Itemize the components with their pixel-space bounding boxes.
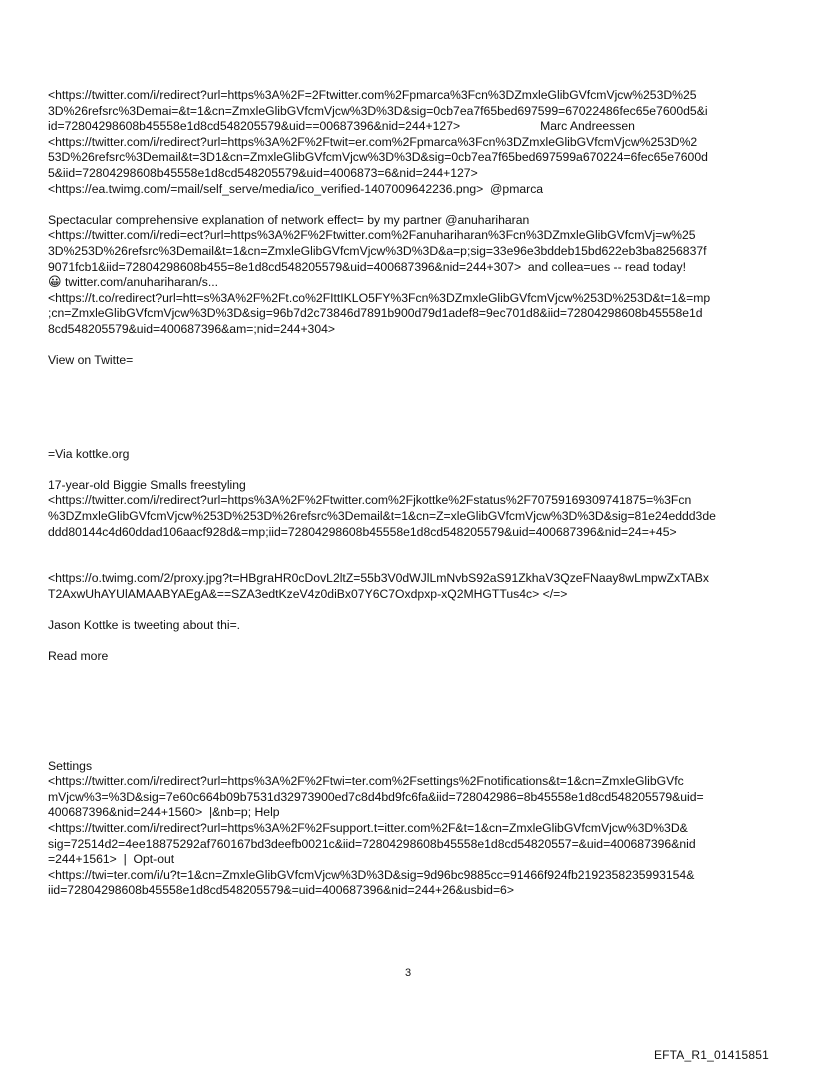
link-text: iid=72804298608b45558e1d8cd548205579&=uid=400687396&nid=244+26&usbid=6> [48,883,514,898]
link-text: ddd80144c4d60ddad106aacf928d&=mp;iid=72804298608b45558e1d8cd548205579&uid=400687396&nid=24=+45> [48,524,677,539]
tweet-title: 17-year-old Biggie Smalls freestyling [48,477,246,492]
tweet-text: 9071fcb1&iid=72804298608b455=8e1d8cd548205579&uid=400687396&nid=244+307> and collea=ues -- read today! [48,259,687,274]
link-text: <https://twitter.com/i/redirect?url=https%3A%2F%2Ftwitter.com%2Fjkottke%2Fstatus%2F70759169309741875=%3Fcn [48,493,692,508]
view-on-twitter: View on Twitte= [48,353,134,368]
link-text: 8cd548205579&uid=400687396&am=;nid=244+304> [48,321,336,336]
email-body [48,88,774,899]
link-text: 53D%26refsrc%3Demail&t=3D1&cn=ZmxleGlibGVfcmVjcw%3D%3D&sig=0cb7ea7f65bed697599a670224=6fec65e7600d [48,150,708,165]
settings-label: Settings [48,758,93,773]
link-text: %3DZmxleGlibGVfcmVjcw%253D%253D%26refsrc%3Demail&t=1&cn=Z=xleGlibGVfcmVjcw%3D%3D&sig=81e24eddd3de [48,509,716,524]
image-proxy-link: <https://o.twimg.com/2/proxy.jpg?t=HBgraHR0cDovL2ltZ=55b3V0dWJlLmNvbS92aS91ZkhaV3QzeFNaay8wLmpwZxTABx [48,571,710,586]
short-link-line [48,275,774,291]
read-more: Read more [48,649,109,664]
page-number: 3 [404,967,412,979]
link-text: ;cn=ZmxleGlibGVfcmVjcw%3D%3D&sig=96b7d2c73846d7891b900d79d1adef8=9ec701d8&iid=72804298608b45558e1d [48,306,703,321]
link-text: sig=72514d2=4ee18875292af760167bd3deefb0021c&iid=72804298608b45558e1d8cd54820557=&uid=400687396&nid [48,836,696,851]
grinning-face-icon: 😀 [48,275,62,291]
short-link: twitter.com/anuhariharan/s... [64,275,219,290]
link-text: <https://twitter.com/i/redirect?url=https%3A%2F%2Fsupport.t=itter.com%2F&t=1&cn=ZmxleGlibGVfcmVjcw%3D%3D& [48,820,688,835]
document-id: EFTA_R1_01415851 [653,1048,769,1062]
link-text: 3D%26refsrc%3Demai=&t=1&cn=ZmxleGlibGVfcmVjcw%3D%3D&sig=0cb7ea7f65bed697599=67022486fec65e7600d5&i [48,103,708,118]
verified-handle-line: <https://ea.twimg.com/=mail/self_serve/media/ico_verified-1407009642236.png> @pmarca [48,181,544,196]
via-source: =Via kottke.org [48,446,130,461]
tweet-text: Spectacular comprehensive explanation of network effect= by my partner @anuhariharan [48,212,530,227]
link-text: =244+1561> | Opt-out [48,852,175,867]
image-proxy-link: T2AxwUhAYUlAMAABYAEgA&==SZA3edtKzeV4z0diBx07Y6C7Oxdpxp-xQ2MHGTTus4c> </=> [48,587,568,601]
author-name: Marc Andreessen [540,119,635,134]
link-text: <https://twi=ter.com/i/u?t=1&cn=ZmxleGlibGVfcmVjcw%3D%3D&sig=9d96bc9885cc=91466f924fb2192358235993154& [48,867,695,882]
link-text: <https://t.co/redirect?url=htt=s%3A%2F%2Ft.co%2FIttIKLO5FY%3Fcn%3DZmxleGlibGVfcmVjcw%253D%253D&t=1&=mp [48,290,711,305]
link-text: mVjcw%3=%3D&sig=7e60c664b09b7531d32973900ed7c8d4bd9fc6fa&iid=728042986=8b45558e1d8cd548205579&uid= [48,789,704,804]
link-text: <https://twitter.com/i/redirect?url=https%3A%2F%2Ftwi=ter.com%2Fsettings%2Fnotifications&t=1&cn=ZmxleGlibGVfc [48,774,684,789]
link-text: <https://twitter.com/i/redi=ect?url=https%3A%2F%2Ftwitter.com%2Fanuhariharan%3Fcn%3DZmxleGlibGVfcmVj=w%25 [48,228,696,243]
link-text: id=72804298608b45558e1d8cd548205579&uid==00687396&nid=244+127> Marc Andreessen [48,119,635,134]
link-text: <https://twitter.com/i/redirect?url=https%3A%2F=2Ftwitter.com%2Fpmarca%3Fcn%3DZmxleGlibGVfcmVjcw%253D%25 [48,88,697,102]
link-text: 400687396&nid=244+1560> |&nb=p; Help [48,805,280,820]
link-text: 3D%253D%26refsrc%3Demail&t=1&cn=ZmxleGlibGVfcmVjcw%3D%3D&a=p;sig=33e96e3bddeb15bd622eb3ba8256837f [48,243,707,258]
link-text: <https://twitter.com/i/redirect?url=https%3A%2F%2Ftwit=er.com%2Fpmarca%3Fcn%3DZmxleGlibGVfcmVjcw%253D%2 [48,134,698,149]
link-text: 5&iid=72804298608b45558e1d8cd548205579&uid=4006873=6&nid=244+127> [48,165,478,180]
tweeting-about: Jason Kottke is tweeting about thi=. [48,618,241,633]
